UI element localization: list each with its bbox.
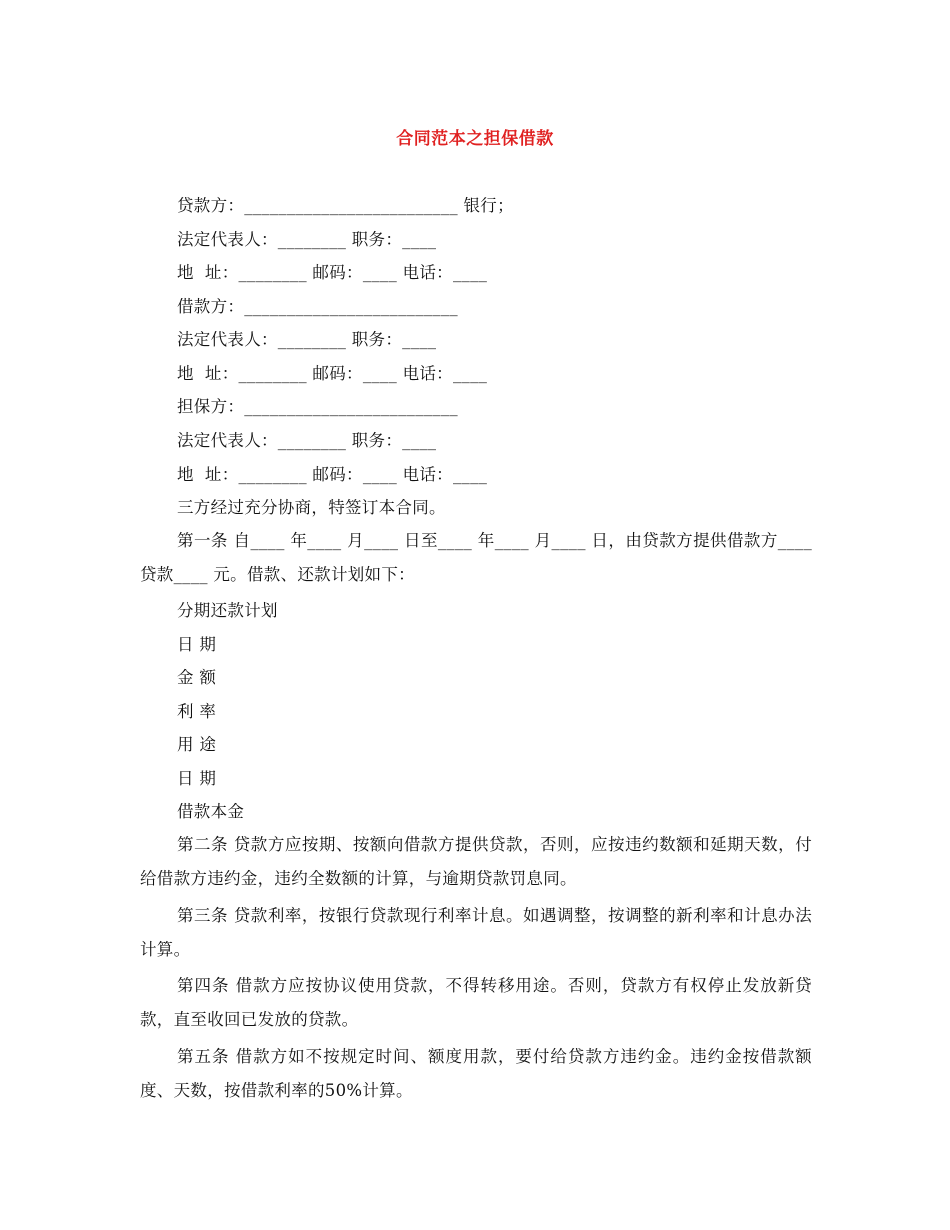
article-2: 第二条 贷款方应按期、按额向借款方提供贷款，否则，应按违约数额和延期天数，付给借款方违约金，违约全数额的计算，与逾期贷款罚息同。 [140,835,812,888]
lender-line: 贷款方：_________________________ 银行； [177,196,514,215]
plan-heading: 分期还款计划 [177,601,278,620]
plan-item-date: 日 期 [177,635,217,654]
article-1: 第一条 自____ 年____ 月____ 日至____ 年____ 月____ 日，由贷款方提供借款方____ 贷款____ 元。借款、还款计划如下： [140,531,812,584]
guarantor-address-line: 地 址：________ 邮码：____ 电话：____ [177,465,488,484]
plan-item-amount: 金 额 [177,668,217,687]
plan-item-purpose: 用 途 [177,735,217,754]
agreement-statement: 三方经过充分协商，特签订本合同。 [177,498,446,517]
guarantor-line: 担保方：_________________________ [177,397,458,416]
guarantor-representative-line: 法定代表人：________ 职务：____ [177,431,437,450]
article-5: 第五条 借款方如不按规定时间、额度用款，要付给贷款方违约金。违约金按借款额度、天数，按借款利率的50%计算。 [140,1047,812,1100]
article-3: 第三条 贷款利率，按银行贷款现行利率计息。如遇调整，按调整的新利率和计息办法计算。 [140,906,812,959]
plan-item-rate: 利 率 [177,702,217,721]
lender-address-line: 地 址：________ 邮码：____ 电话：____ [177,263,488,282]
plan-item-date-2: 日 期 [177,769,217,788]
lender-representative-line: 法定代表人：________ 职务：____ [177,230,437,249]
article-4: 第四条 借款方应按协议使用贷款，不得转移用途。否则，贷款方有权停止发放新贷款，直至收回已发放的贷款。 [140,976,812,1029]
borrower-address-line: 地 址：________ 邮码：____ 电话：____ [177,364,488,383]
plan-item-principal: 借款本金 [177,802,245,821]
borrower-line: 借款方：_________________________ [177,297,458,316]
borrower-representative-line: 法定代表人：________ 职务：____ [177,330,437,349]
document-title: 合同范本之担保借款 [396,129,554,149]
